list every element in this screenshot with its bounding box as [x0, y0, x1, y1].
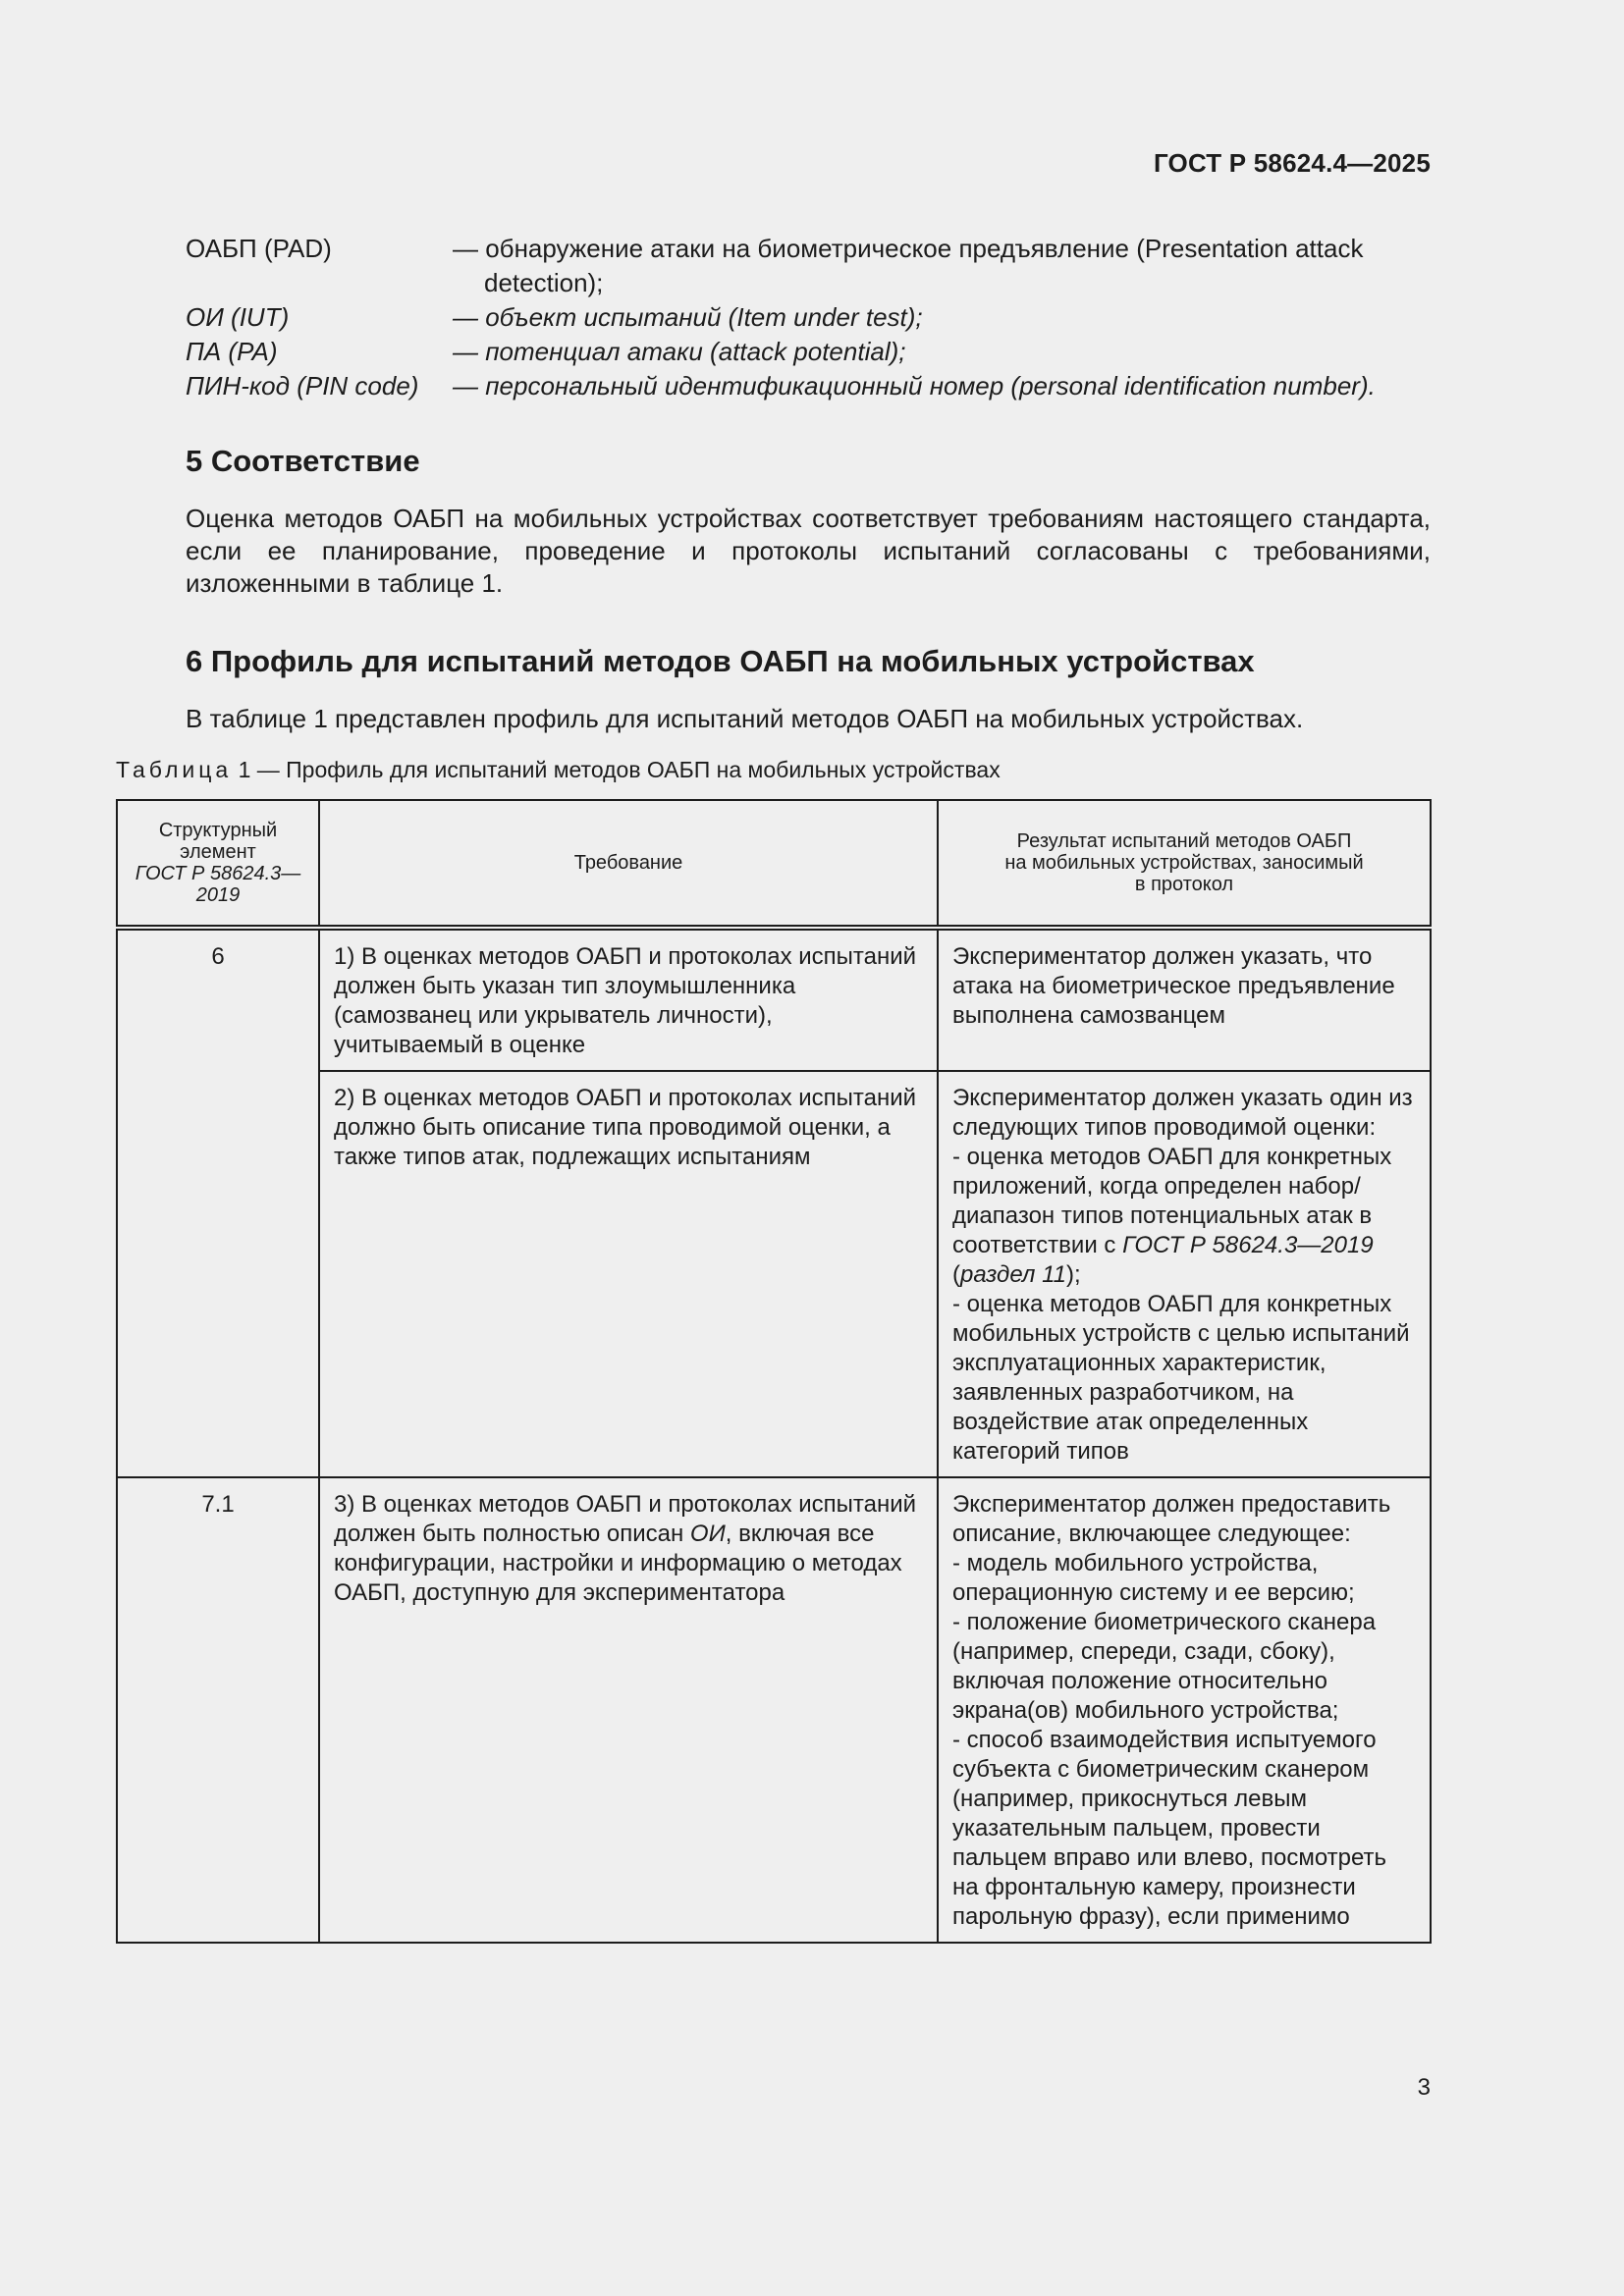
result-item	[952, 1143, 1416, 1290]
requirement-cell: 2) В оценках методов ОАБП и протоколах испытаний должно быть описание типа проводимой оценки, а также типов атак, подлежащих испытаниям	[319, 1071, 938, 1477]
result-cell	[938, 1477, 1431, 1943]
requirement-cell: 1) В оценках методов ОАБП и протоколах испытаний должен быть указан тип злоумышленника (самозванец или укрыватель личности), учитываемый в оценке	[319, 928, 938, 1071]
abbreviation-definition: — персональный идентификационный номер (personal identification number).	[453, 371, 1376, 400]
abbreviation-item	[186, 232, 1431, 300]
page-number: 3	[1417, 2074, 1431, 2101]
abbreviation-reference: ОИ	[689, 1521, 726, 1547]
result-cell	[938, 1071, 1431, 1477]
section-6-title: 6 Профиль для испытаний методов ОАБП на мобильных устройствах	[186, 644, 1255, 678]
table-header-row	[117, 800, 1431, 928]
abbreviation-item	[186, 369, 1431, 403]
section-5-text: Оценка методов ОАБП на мобильных устройствах соответствует требованиям настоящего стандарта, если ее планирование, проведение и протоколы испытаний согласованы с требованиями, изложенными в таблице 1.	[186, 504, 1431, 598]
header-text: в протокол	[1134, 874, 1234, 895]
table-caption-text: 1 — Профиль для испытаний методов ОАБП на мобильных устройствах	[232, 757, 1001, 782]
abbreviation-term: ОАБП (PAD)	[186, 234, 332, 263]
section-5-title: 5 Соответствие	[186, 444, 420, 478]
profile-table	[116, 799, 1432, 1944]
header-text: ГОСТ Р 58624.3—	[135, 863, 301, 884]
result-item: - положение биометрического сканера (например, спереди, сзади, сбоку), включая положение относительно экрана(ов) мобильного устройства;	[952, 1609, 1377, 1724]
abbreviation-term: ПИН-код (PIN code)	[186, 371, 419, 400]
header-text: элемент	[180, 841, 256, 863]
requirement-text: , включая все конфигурации, настройки и информацию о методах ОАБП, доступную для экспериментатора	[334, 1521, 902, 1606]
result-intro: Экспериментатор должен предоставить описание, включающее следующее:	[952, 1491, 1391, 1547]
header-requirement: Требование	[319, 800, 938, 928]
table-caption-prefix: Таблица	[116, 757, 233, 782]
result-item: - модель мобильного устройства, операционную систему и ее версию;	[952, 1550, 1355, 1606]
result-text: - оценка методов ОАБП для конкретных приложений, когда определен набор/диапазон типов потенциальных атак в соответствии с	[952, 1144, 1392, 1258]
abbreviation-item	[186, 300, 1431, 335]
abbreviation-definition: — обнаружение атаки на биометрическое предъявление (Presentation attack detection);	[453, 234, 1364, 297]
abbreviation-definition: — потенциал атаки (attack potential);	[453, 337, 906, 366]
header-text: на мобильных устройствах, заносимый	[1004, 852, 1364, 874]
header-structural-element	[117, 800, 319, 928]
result-intro: Экспериментатор должен указать один из следующих типов проводимой оценки:	[952, 1085, 1413, 1141]
result-text: (	[952, 1261, 960, 1288]
standard-reference: ГОСТ Р 58624.3—2019	[1122, 1232, 1374, 1258]
result-cell: Экспериментатор должен указать, что атака на биометрическое предъявление выполнена самозванцем	[938, 928, 1431, 1071]
abbreviation-list	[186, 232, 1431, 403]
section-6-text: В таблице 1 представлен профиль для испытаний методов ОАБП на мобильных устройствах.	[186, 704, 1304, 733]
result-item: - способ взаимодействия испытуемого субъекта с биометрическим сканером (например, прикоснуться левым указательным пальцем, провести пальцем вправо или влево, посмотреть на фронтальную камеру, произнести парольную фразу), если применимо	[952, 1727, 1387, 1930]
document-code: ГОСТ Р 58624.4—2025	[1153, 148, 1431, 178]
result-text: );	[1066, 1261, 1081, 1288]
header-text: Структурный	[158, 820, 278, 841]
requirement-cell	[319, 1477, 938, 1943]
header-text: Результат испытаний методов ОАБП	[1016, 830, 1352, 852]
structural-element-cell: 7.1	[117, 1477, 319, 1943]
section-6-paragraph	[186, 703, 1431, 735]
abbreviation-item	[186, 335, 1431, 369]
requirement-text: 3) В оценках методов ОАБП и протоколах испытаний должен быть полностью описан	[334, 1491, 917, 1547]
header-text: 2019	[195, 884, 241, 906]
table-row	[117, 928, 1431, 1071]
result-item: - оценка методов ОАБП для конкретных мобильных устройств с целью испытаний эксплуатационных характеристик, заявленных разработчиком, на воздействие атак определенных категорий типов	[952, 1291, 1410, 1465]
table-row	[117, 1477, 1431, 1943]
abbreviation-term: ПА (PA)	[186, 337, 278, 366]
section-reference: раздел 11	[960, 1261, 1066, 1288]
abbreviation-definition: — объект испытаний (Item under test);	[453, 302, 923, 332]
abbreviation-term: ОИ (IUT)	[186, 302, 290, 332]
table-caption	[116, 757, 1001, 783]
structural-element-cell: 6	[117, 928, 319, 1477]
section-5-paragraph	[186, 503, 1431, 600]
header-result	[938, 800, 1431, 928]
